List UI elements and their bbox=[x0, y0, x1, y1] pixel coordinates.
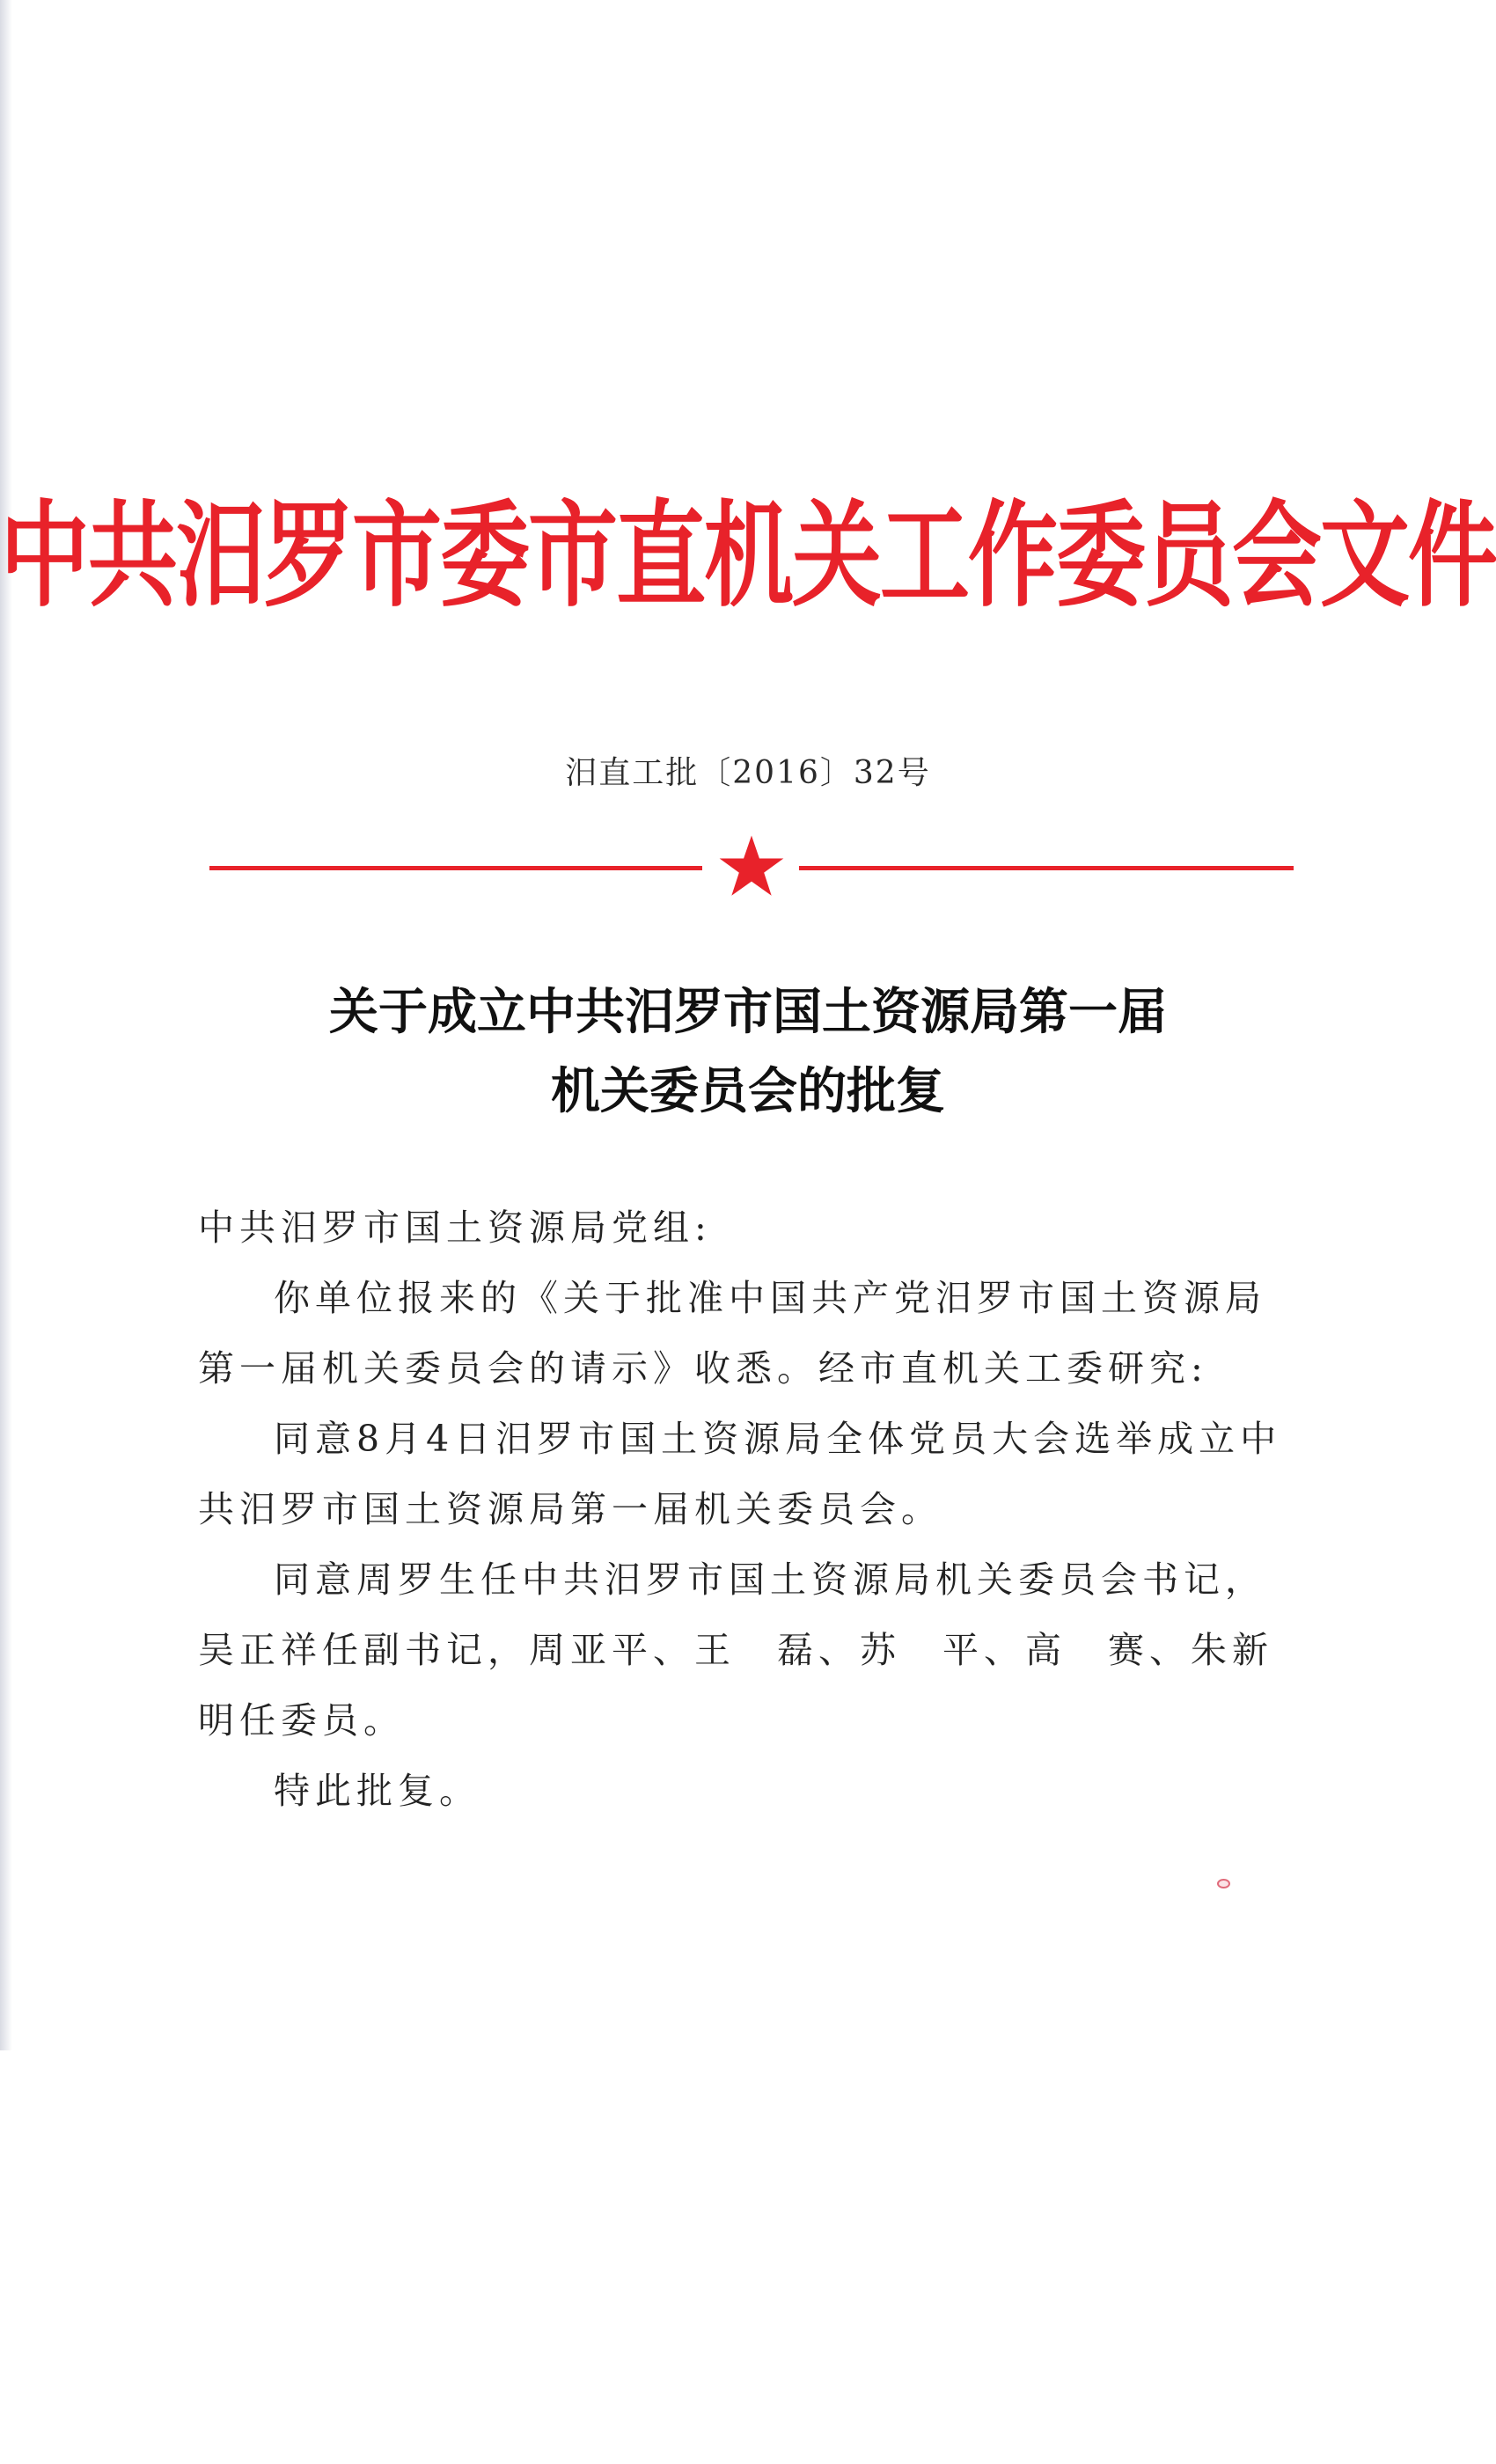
document-number: 汨直工批〔2016〕32号 bbox=[565, 755, 931, 791]
red-divider-right bbox=[799, 866, 1294, 870]
ink-mark bbox=[1217, 1879, 1230, 1888]
salutation: 中共汨罗市国土资源局党组: bbox=[198, 1206, 712, 1249]
closing-line: 特此批复。 bbox=[274, 1770, 480, 1812]
paragraph-1: 你单位报来的《关于批准中国共产党汨罗市国土资源局第一届机关委员会的请示》收悉。经市直机关工委研究: bbox=[198, 1277, 1266, 1390]
red-divider-left bbox=[209, 866, 702, 870]
document-subject bbox=[0, 972, 1496, 1131]
paragraph-3: 同意周罗生任中共汨罗市国土资源局机关委员会书记，吴正祥任副书记，周亚平、王 磊、苏 平、高 赛、朱新明任委员。 bbox=[198, 1558, 1273, 1742]
subject-line-2: 机关委员会的批复 bbox=[551, 1062, 945, 1120]
paragraph-2: 同意8月4日汨罗市国土资源局全体党员大会选举成立中共汨罗市国土资源局第一届机关委员会。 bbox=[198, 1418, 1282, 1530]
star-icon bbox=[715, 834, 788, 898]
issuer-title: 中共汨罗市委市直机关工作委员会文件 bbox=[0, 489, 1496, 624]
subject-line-1: 关于成立中共汨罗市国土资源局第一届 bbox=[329, 983, 1167, 1041]
document-body bbox=[198, 1192, 1298, 1826]
